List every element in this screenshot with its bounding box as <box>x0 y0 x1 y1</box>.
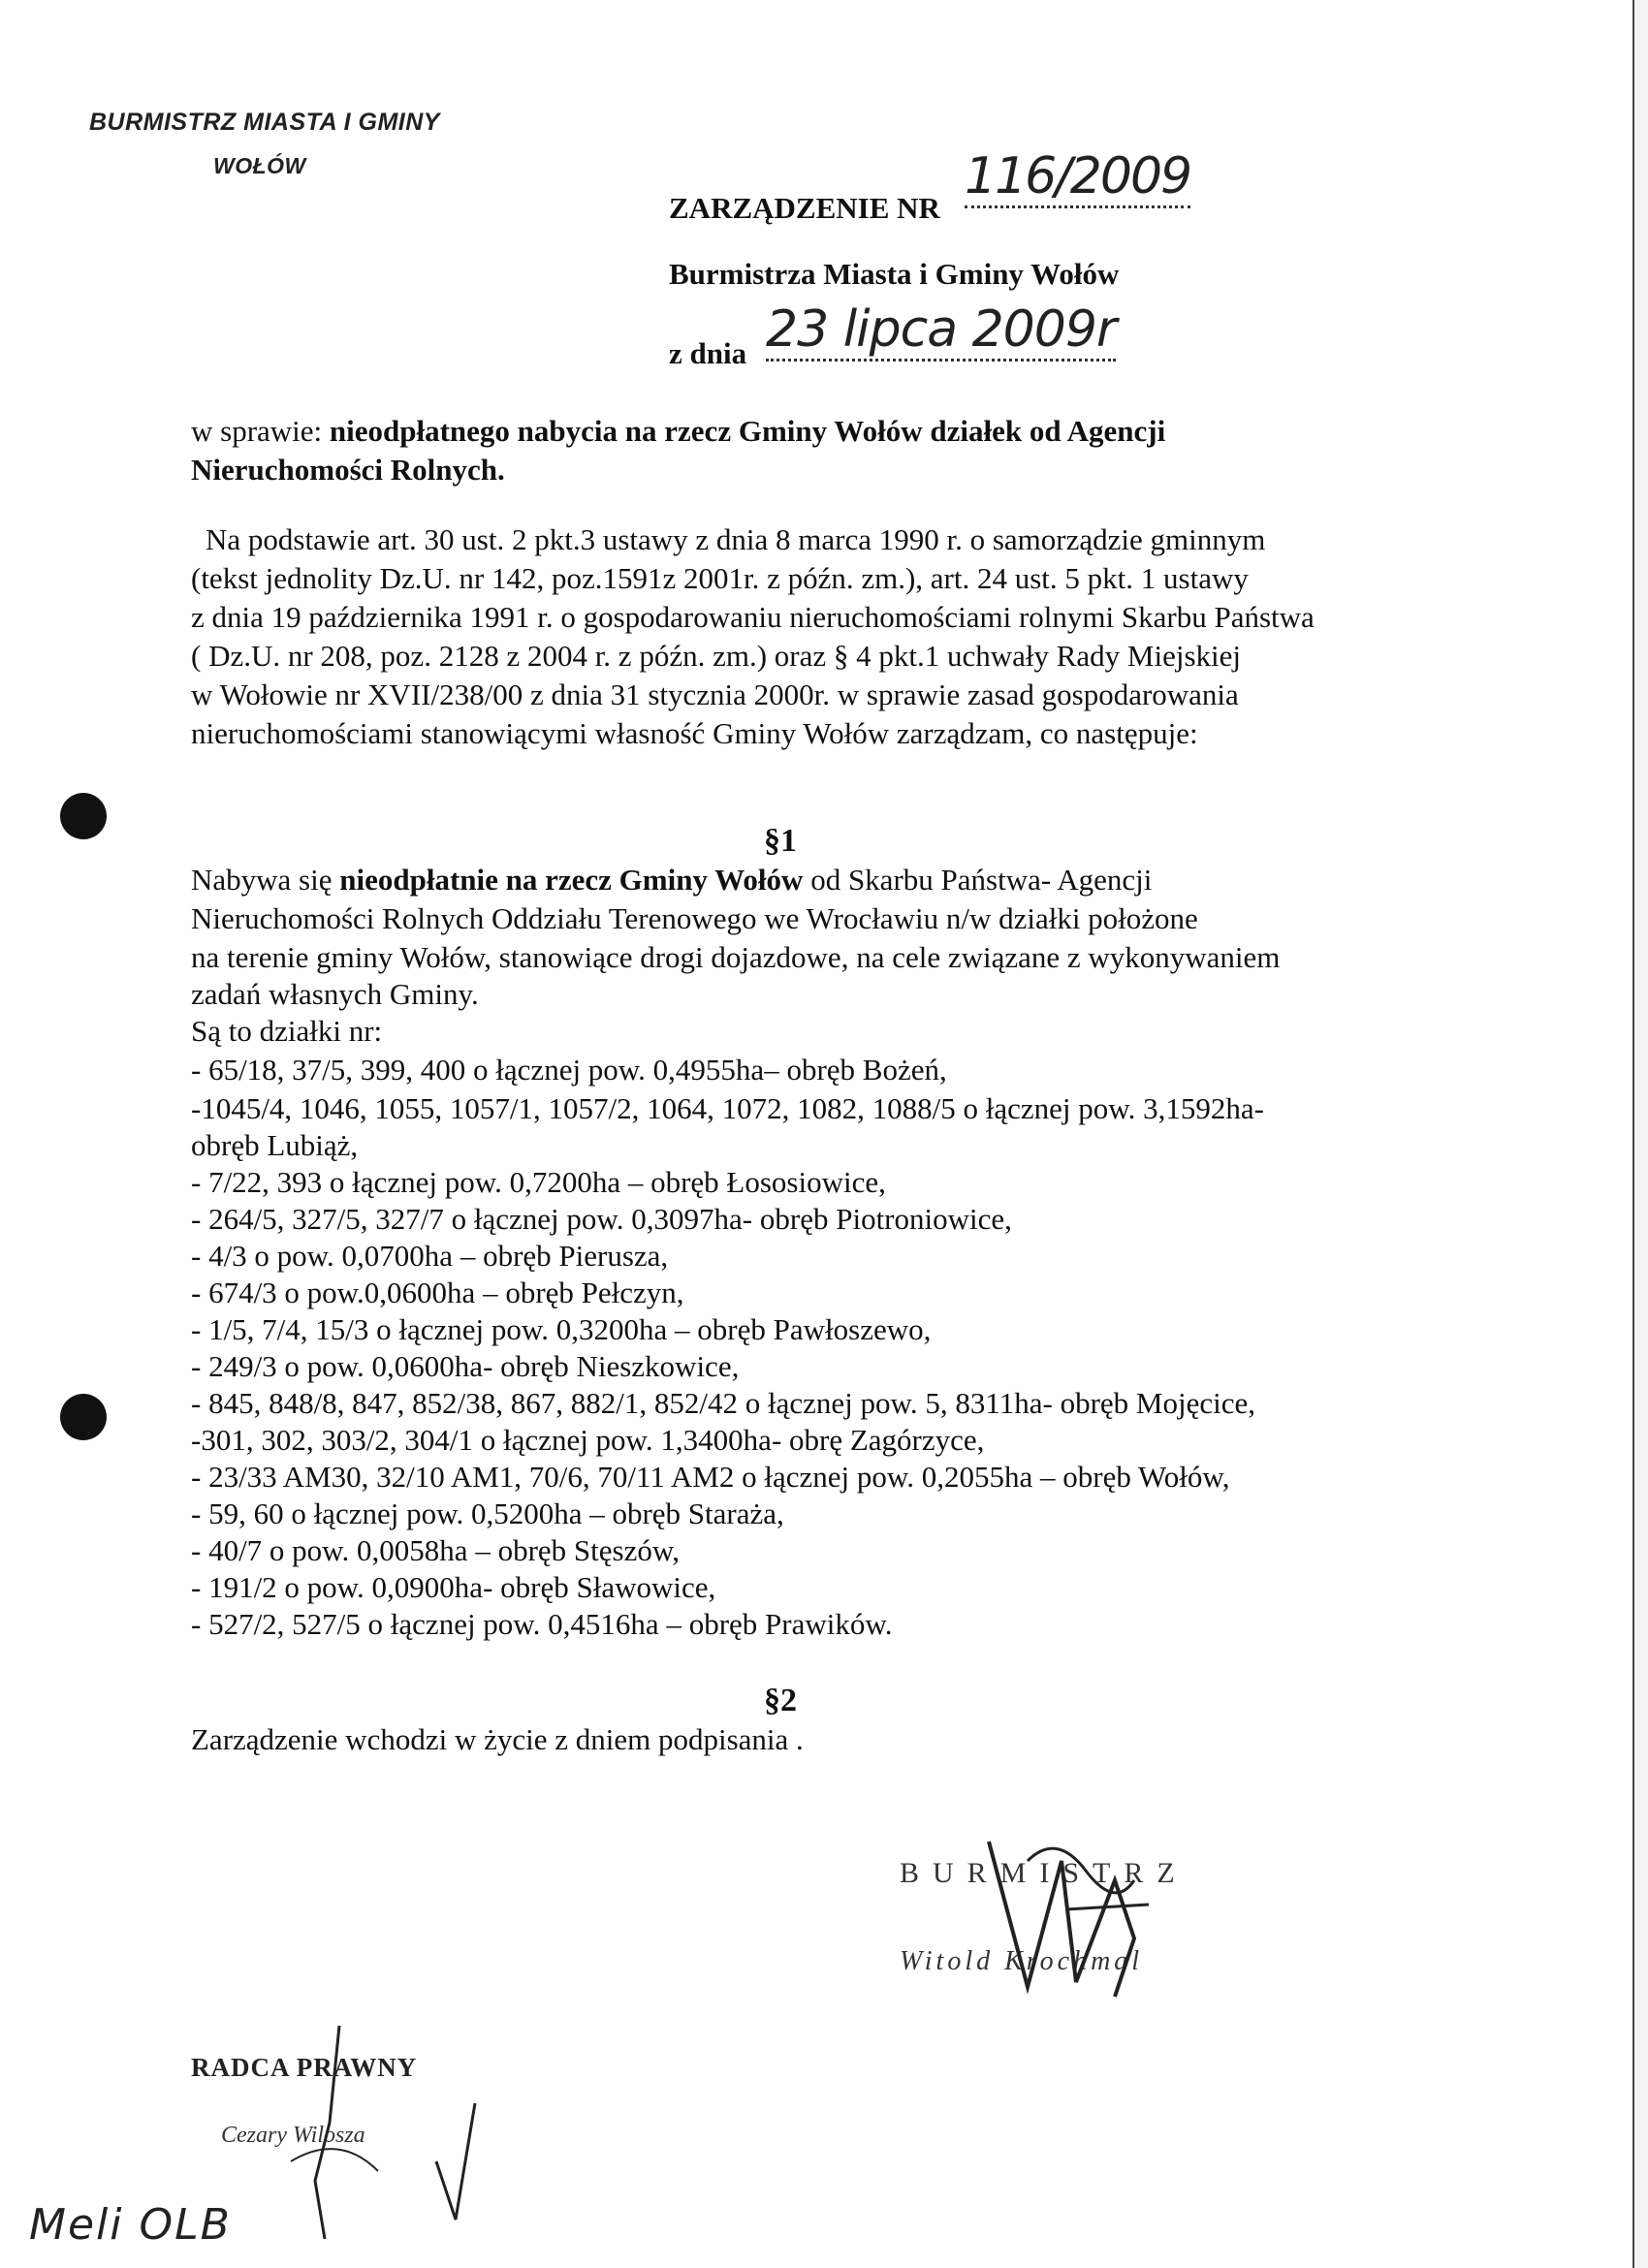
parcel-item: obręb Lubiąż, <box>191 1128 359 1162</box>
mayor-signature <box>969 1822 1183 2016</box>
parcel-item: - 264/5, 327/5, 327/7 o łącznej pow. 0,3097ha- obręb Piotroniowice, <box>191 1202 1012 1236</box>
section2-text: Zarządzenie wchodzi w życie z dniem podpisania . <box>191 1722 804 1756</box>
preamble-line: z dnia 19 października 1991 r. o gospodarowaniu nieruchomościami rolnymi Skarbu Państwa <box>191 600 1315 634</box>
parcel-item: - 23/33 AM30, 32/10 AM1, 70/6, 70/11 AM2 o łącznej pow. 0,2055ha – obręb Wołów, <box>191 1460 1230 1494</box>
section1-line: Są to działki nr: <box>191 1014 383 1048</box>
subject-prefix: w sprawie: <box>191 414 323 448</box>
parcel-item: - 191/2 o pow. 0,0900ha- obręb Sławowice, <box>191 1570 716 1604</box>
parcel-item: - 845, 848/8, 847, 852/38, 867, 882/1, 852/42 o łącznej pow. 5, 8311ha- obręb Mojęcice, <box>191 1386 1256 1420</box>
mayor-stamp-name: Witold Krochmal <box>900 1946 1144 1976</box>
legal-signature <box>233 2016 485 2249</box>
preamble-line: (tekst jednolity Dz.U. nr 142, poz.1591z 2001r. z późn. zm.), art. 24 ust. 5 pkt. 1 ustawy <box>191 561 1249 595</box>
section1-line: zadań własnych Gminy. <box>191 977 479 1011</box>
parcel-item: - 65/18, 37/5, 399, 400 o łącznej pow. 0,4955ha– obręb Bożeń, <box>191 1053 947 1087</box>
preamble-line: Na podstawie art. 30 ust. 2 pkt.3 ustawy z dnia 8 marca 1990 r. o samorządzie gminnym <box>206 522 1266 556</box>
issuing-authority: Burmistrza Miasta i Gminy Wołów <box>669 257 1120 291</box>
preamble-line: ( Dz.U. nr 208, poz. 2128 z 2004 r. z późn. zm.) oraz § 4 pkt.1 uchwały Rady Miejskiej <box>191 639 1242 673</box>
section1-line: Nieruchomości Rolnych Oddziału Terenowego we Wrocławiu n/w działki położone <box>191 901 1198 935</box>
section1-intro-end: od Skarbu Państwa- Agencji <box>810 863 1153 897</box>
punch-hole <box>60 793 107 839</box>
parcel-item: -1045/4, 1046, 1055, 1057/1, 1057/2, 1064, 1072, 1082, 1088/5 o łącznej pow. 3,1592ha- <box>191 1091 1264 1125</box>
scan-edge <box>1632 0 1648 2268</box>
decree-number-handwritten: 116/2009 <box>965 147 1190 208</box>
legal-stamp-title: RADCA PRAWNY <box>191 2053 418 2082</box>
parcel-item: - 674/3 o pow.0,0600ha – obręb Pełczyn, <box>191 1276 684 1309</box>
subject-line2: Nieruchomości Rolnych. <box>191 453 505 487</box>
parcel-item: - 40/7 o pow. 0,0058ha – obręb Stęszów, <box>191 1533 680 1567</box>
office-stamp-line1: BURMISTRZ MIASTA I GMINY <box>89 109 440 136</box>
section1-intro <box>191 861 1152 899</box>
decree-title <box>669 189 940 228</box>
date-prefix: z dnia <box>669 336 747 370</box>
section2-heading: §2 <box>764 1683 797 1718</box>
parcel-item: - 4/3 o pow. 0,0700ha – obręb Pierusza, <box>191 1239 669 1273</box>
parcel-item: - 59, 60 o łącznej pow. 0,5200ha – obręb Staraża, <box>191 1496 784 1530</box>
decree-title-prefix: ZARZĄDZENIE NR <box>669 191 940 225</box>
section1-intro-start: Nabywa się <box>191 863 333 897</box>
section1-intro-bold: nieodpłatnie na rzecz Gminy Wołów <box>339 863 804 897</box>
legal-stamp-name: Cezary Wilosza <box>221 2123 365 2148</box>
subject-line1: nieodpłatnego nabycia na rzecz Gminy Wołów działek od Agencji <box>329 414 1166 448</box>
date-handwritten: 23 lipca 2009r <box>766 300 1116 362</box>
mayor-stamp-title: BURMISTRZ <box>900 1857 1188 1889</box>
parcel-item: - 7/22, 393 o łącznej pow. 0,7200ha – obręb Łososiowice, <box>191 1165 886 1199</box>
preamble-line: nieruchomościami stanowiącymi własność Gminy Wołów zarządzam, co następuje: <box>191 716 1198 750</box>
parcel-item: - 1/5, 7/4, 15/3 o łącznej pow. 0,3200ha – obręb Pawłoszewo, <box>191 1312 932 1346</box>
footer-handwritten-note: Meli OLB <box>29 2200 232 2250</box>
parcel-item: - 249/3 o pow. 0,0600ha- obręb Nieszkowice, <box>191 1349 740 1383</box>
preamble-line: w Wołowie nr XVII/238/00 z dnia 31 stycznia 2000r. w sprawie zasad gospodarowania <box>191 677 1239 711</box>
parcel-item: - 527/2, 527/5 o łącznej pow. 0,4516ha – obręb Prawików. <box>191 1607 893 1641</box>
punch-hole <box>60 1394 107 1440</box>
parcel-item: -301, 302, 303/2, 304/1 o łącznej pow. 1,3400ha- obrę Zagórzyce, <box>191 1423 985 1457</box>
subject <box>191 412 1417 451</box>
section1-heading: §1 <box>764 823 797 859</box>
section1-line: na terenie gminy Wołów, stanowiące drogi dojazdowe, na cele związane z wykonywaniem <box>191 940 1281 974</box>
office-stamp-line2: WOŁÓW <box>213 153 306 178</box>
